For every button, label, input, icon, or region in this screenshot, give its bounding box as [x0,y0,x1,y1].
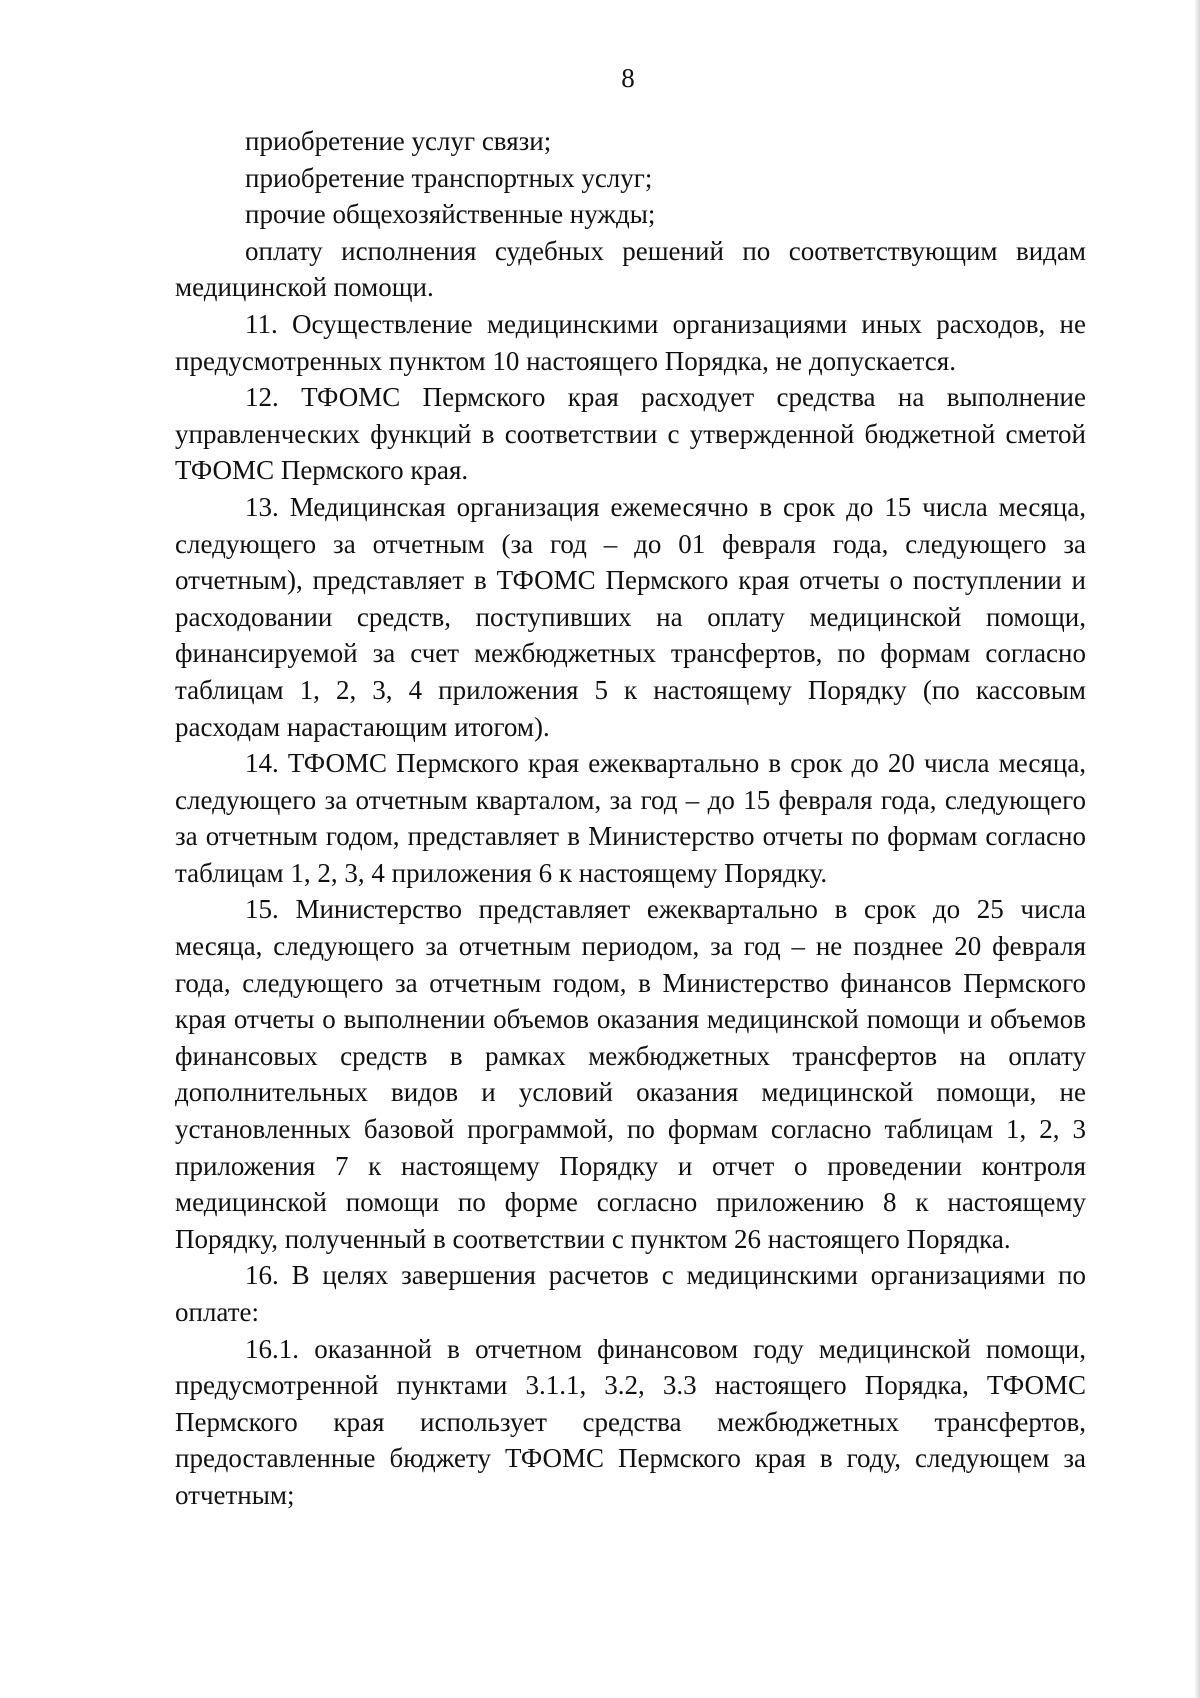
list-item-general-needs: прочие общехозяйственные нужды; [245,199,656,230]
list-item-court-decisions: оплату исполнения судебных решений по соответствующим видам медицинской помощи. [175,235,1086,303]
page-number: 8 [621,63,635,93]
clause-14: 14. ТФОМС Пермского края ежеквартально в срок до 20 числа месяца, следующего за отчетным кварталом, за год – до 15 февраля года, следующего за отчетным годом, представляет в Министерство отчеты по формам согласно таблицам 1, 2, 3, 4 приложения 6 к настоящему Порядку. [175,748,1086,888]
clause-11: 11. Осуществление медицинскими организациями иных расходов, не предусмотренных пунктом 10 настоящего Порядка, не допускается. [175,308,1086,376]
clause-12: 12. ТФОМС Пермского края расходует средства на выполнение управленческих функций в соответствии с утвержденной бюджетной сметой ТФОМС Пермского края. [175,382,1086,486]
scan-edge [1194,0,1200,1698]
list-item-transport-services: приобретение транспортных услуг; [245,162,653,193]
clause-13: 13. Медицинская организация ежемесячно в срок до 15 числа месяца, следующего за отчетным (за год – до 01 февраля года, следующего за отчетным), представляет в ТФОМС Пермского края отчеты о поступлении и расходовании средств, поступивших на оплату медицинской помощи, финансируемой за счет межбюджетных трансфертов, по формам согласно таблицам 1, 2, 3, 4 приложения 5 к настоящему Порядку (по кассовым расходам нарастающим итогом). [175,491,1086,742]
document-body [175,123,1086,1514]
list-item-communication-services: приобретение услуг связи; [245,126,552,156]
clause-16-1: 16.1. оказанной в отчетном финансовом году медицинской помощи, предусмотренной пунктами 3.1.1, 3.2, 3.3 настоящего Порядка, ТФОМС Пермского края использует средства межбюджетных трансфертов, предоставленные бюджету ТФОМС Пермского края в году, следующем за отчетным; [175,1333,1086,1510]
clause-16: 16. В целях завершения расчетов с медицинскими организациями по оплате: [175,1260,1086,1327]
clause-15: 15. Министерство представляет ежеквартально в срок до 25 числа месяца, следующего за отчетным периодом, за год – не позднее 20 февраля года, следующего за отчетным годом, в Министерство финансов Пермского края отчеты о выполнении объемов оказания медицинской помощи и объемов финансовых средств в рамках межбюджетных трансфертов на оплату дополнительных видов и условий оказания медицинской помощи, не установленных базовой программой, по формам согласно таблицам 1, 2, 3 приложения 7 к настоящему Порядку и отчет о проведении контроля медицинской помощи по форме согласно приложению 8 к настоящему Порядку, полученный в соответствии с пунктом 26 настоящего Порядка. [175,894,1086,1254]
